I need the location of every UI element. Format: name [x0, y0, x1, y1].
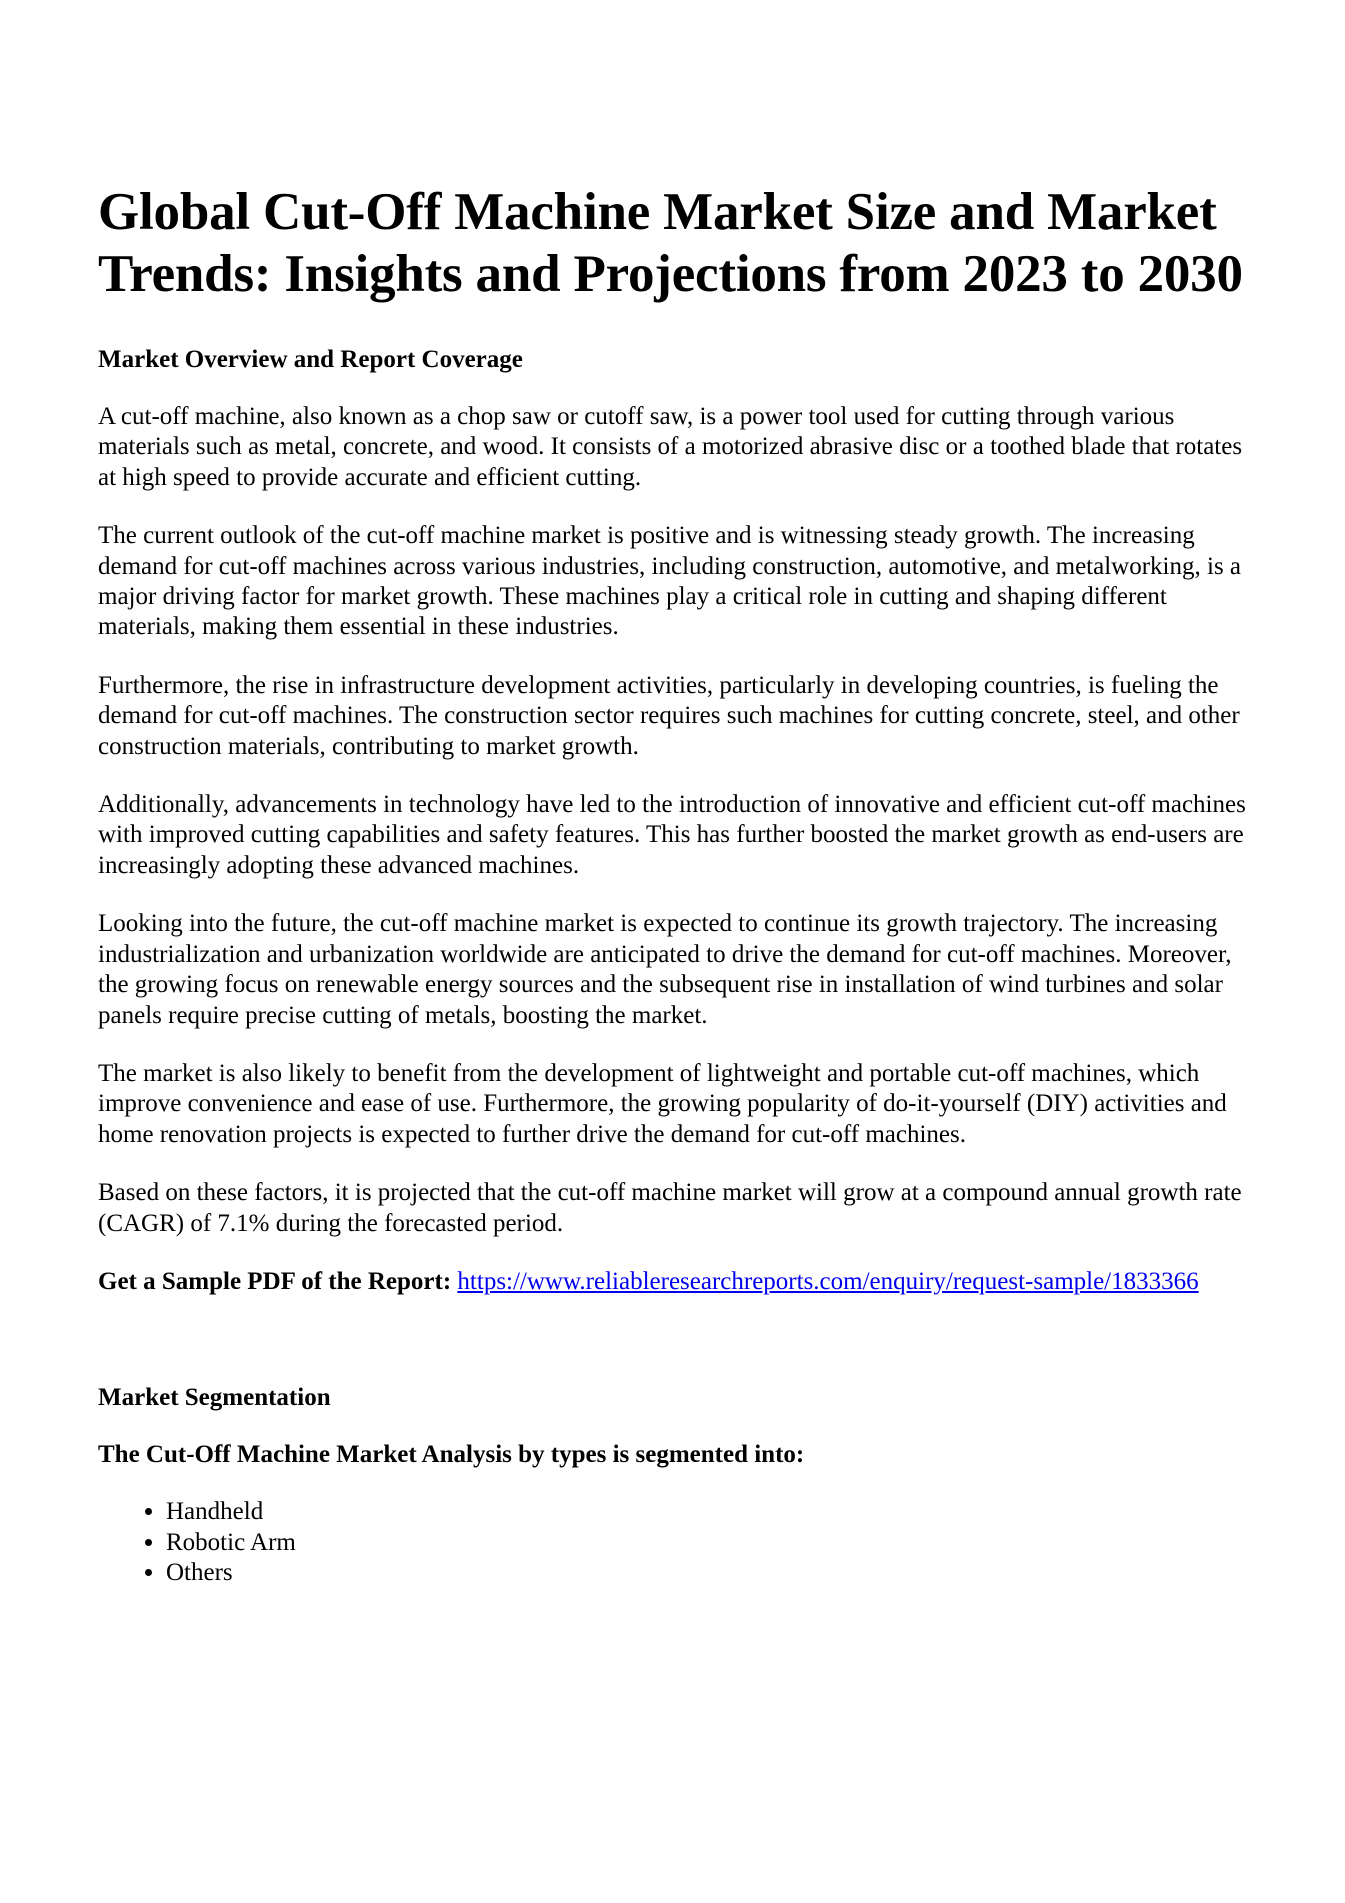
overview-paragraph-7: Based on these factors, it is projected that the cut-off machine market will grow at a compound annual growth rate (CAGR) of 7.1% during the forecasted period. [98, 1179, 1242, 1237]
sample-pdf-label: Get a Sample PDF of the Report: [98, 1267, 452, 1295]
types-list [98, 1497, 1265, 1588]
page-title: Global Cut-Off Machine Market Size and Market Trends: Insights and Projections from 2023 to 2030 [98, 183, 1243, 303]
overview-paragraph-2: The current outlook of the cut-off machine market is positive and is witnessing steady growth. The increasing demand for cut-off machines across various industries, including construction, automotive, and metalworking, is a major driving factor for market growth. These machines play a critical role in cutting and shaping different materials, making them essential in these industries. [98, 522, 1242, 641]
overview-paragraph-4: Additionally, advancements in technology have led to the introduction of innovative and efficient cut-off machines with improved cutting capabilities and safety features. This has further boosted the market growth as end-users are increasingly adopting these advanced machines. [98, 791, 1246, 879]
overview-paragraph-3: Furthermore, the rise in infrastructure development activities, particularly in developing countries, is fueling the demand for cut-off machines. The construction sector requires such machines for cutting concrete, steel, and other construction materials, contributing to market growth. [98, 671, 1240, 760]
sample-pdf-link[interactable]: https://www.reliableresearchreports.com/enquiry/request-sample/1833366 [457, 1267, 1199, 1295]
overview-paragraph-6: The market is also likely to benefit from the development of lightweight and portable cut-off machines, which improve convenience and ease of use. Furthermore, the growing popularity of do-it-yourself (DIY) activities and home renovation projects is expected to further drive the demand for cut-off machines. [98, 1059, 1227, 1148]
types-heading: The Cut-Off Machine Market Analysis by types is segmented into: [98, 1441, 805, 1469]
overview-paragraph-5: Looking into the future, the cut-off machine market is expected to continue its growth trajectory. The increasing industrialization and urbanization worldwide are anticipated to drive the demand for cut-off machines. Moreover, the growing focus on renewable energy sources and the subsequent rise in installation of wind turbines and solar panels require precise cutting of metals, boosting the market. [98, 910, 1232, 1029]
overview-heading: Market Overview and Report Coverage [98, 346, 523, 373]
segmentation-heading: Market Segmentation [98, 1384, 331, 1412]
overview-paragraph-1: A cut-off machine, also known as a chop saw or cutoff saw, is a power tool used for cutting through various materials such as metal, concrete, and wood. It consists of a motorized abrasive disc or a toothed blade that rotates at high speed to provide accurate and efficient cutting. [98, 403, 1243, 491]
list-item: • Others [166, 1558, 1265, 1588]
sample-pdf-line [98, 1267, 1265, 1297]
section-spacer [98, 1297, 1265, 1383]
list-item: • Robotic Arm [166, 1528, 1265, 1558]
list-item: • Handheld [166, 1497, 1265, 1527]
